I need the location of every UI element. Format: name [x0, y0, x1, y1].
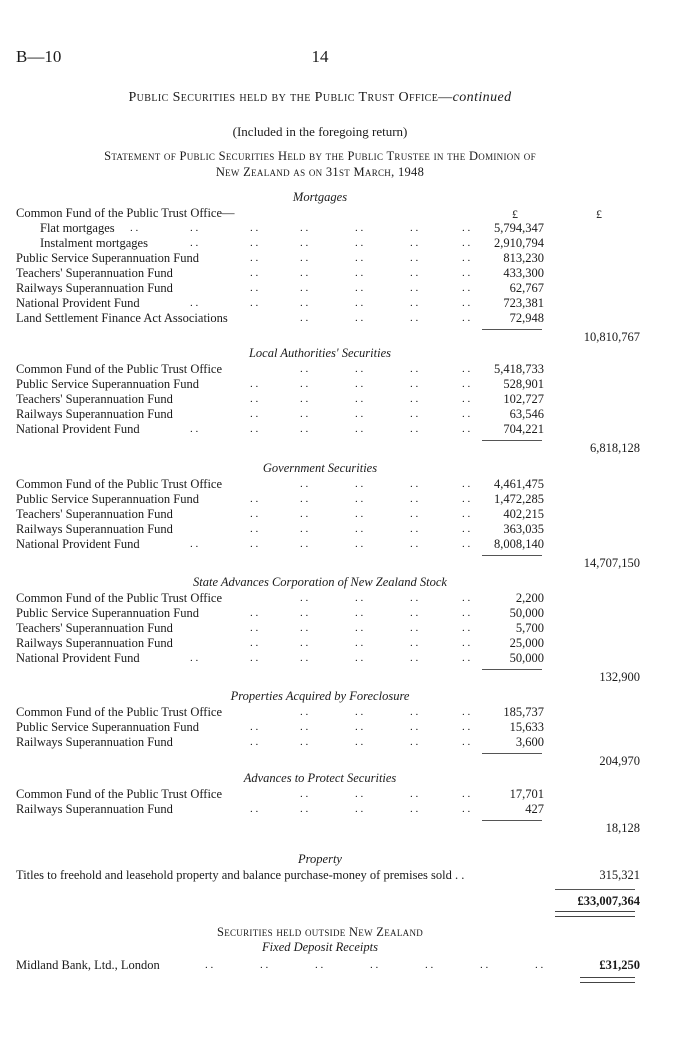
subtitle: (Included in the foregoing return) — [232, 124, 408, 139]
leader-dots: . . — [410, 478, 419, 490]
leader-dots: . . — [300, 478, 309, 490]
row-label: Land Settlement Finance Act Associations — [16, 311, 228, 325]
leader-dots: . . — [250, 393, 259, 405]
leader-dots: . . — [410, 706, 419, 718]
outside-heading: Securities held outside New Zealand — [216, 925, 424, 939]
leader-dots: . . — [250, 267, 259, 279]
leader-dots: . . — [535, 959, 544, 971]
row-label: Common Fund of the Public Trust Office — [16, 362, 223, 376]
table-row — [0, 821, 700, 836]
leader-dots: . . — [300, 607, 309, 619]
leader-dots: . . — [300, 736, 309, 748]
table-row — [0, 251, 700, 266]
leader-dots: . . — [355, 297, 364, 309]
table-row — [0, 281, 700, 296]
leader-dots: . . — [250, 622, 259, 634]
leader-dots: . . — [355, 267, 364, 279]
leader-dots: . . — [355, 312, 364, 324]
section-heading: Local Authorities' Securities — [248, 346, 392, 360]
leader-dots: . . — [315, 959, 324, 971]
table-row — [0, 522, 700, 537]
leader-dots: . . — [462, 538, 471, 550]
table-row — [0, 422, 700, 437]
leader-dots: . . — [425, 959, 434, 971]
table-row — [0, 621, 700, 636]
row-amount: 528,901 — [503, 377, 544, 391]
row-label: Instalment mortgages — [40, 236, 148, 250]
leader-dots: . . — [355, 592, 364, 604]
leader-dots: . . — [462, 282, 471, 294]
row-label: Common Fund of the Public Trust Office — [16, 477, 223, 491]
row-label: Flat mortgages — [40, 221, 115, 235]
leader-dots: . . — [300, 637, 309, 649]
row-amount: 363,035 — [503, 522, 544, 536]
table-row — [0, 802, 700, 817]
table-row — [0, 311, 700, 326]
row-label: National Provident Fund — [16, 537, 140, 551]
table-row — [0, 221, 700, 236]
row-amount: 2,200 — [515, 591, 544, 605]
section-heading: Properties Acquired by Foreclosure — [230, 689, 410, 703]
section-heading: Mortgages — [292, 190, 348, 204]
leader-dots: . . — [462, 736, 471, 748]
leader-dots: . . — [462, 706, 471, 718]
leader-dots: . . — [410, 622, 419, 634]
section-heading: Advances to Protect Securities — [243, 771, 397, 785]
section-heading: Property — [298, 852, 342, 866]
leader-dots: . . — [300, 508, 309, 520]
leader-dots: . . — [410, 523, 419, 535]
leader-dots: . . — [462, 267, 471, 279]
leader-dots: . . — [410, 282, 419, 294]
leader-dots: . . — [355, 222, 364, 234]
grand-total: £33,007,364 — [577, 894, 640, 908]
row-label: Public Service Superannuation Fund — [16, 251, 199, 265]
leader-dots: . . — [355, 508, 364, 520]
row-amount: 102,727 — [503, 392, 544, 406]
leader-dots: . . — [190, 297, 199, 309]
leader-dots: . . — [410, 378, 419, 390]
row-amount: 185,737 — [503, 705, 544, 719]
table-row — [0, 868, 700, 883]
row-amount: 63,546 — [509, 407, 544, 421]
leader-dots: . . — [410, 607, 419, 619]
leader-dots: . . — [300, 393, 309, 405]
row-label: Teachers' Superannuation Fund — [16, 621, 173, 635]
leader-dots: . . — [355, 237, 364, 249]
leader-dots: . . — [250, 282, 259, 294]
row-total: 132,900 — [599, 670, 640, 684]
leader-dots: . . — [462, 592, 471, 604]
table-row — [0, 392, 700, 407]
table-row — [0, 651, 700, 666]
table-row — [0, 636, 700, 651]
leader-dots: . . — [250, 736, 259, 748]
leader-dots: . . — [250, 378, 259, 390]
leader-dots: . . — [410, 652, 419, 664]
row-label: Public Service Superannuation Fund — [16, 492, 199, 506]
leader-dots: . . — [250, 508, 259, 520]
table-row — [0, 507, 700, 522]
row-label: Railways Superannuation Fund — [16, 407, 173, 421]
leader-dots: . . — [130, 222, 139, 234]
grand-total-row — [0, 894, 700, 909]
leader-dots: . . — [260, 959, 269, 971]
leader-dots: . . — [410, 592, 419, 604]
leader-dots: . . — [462, 637, 471, 649]
leader-dots: . . — [300, 297, 309, 309]
row-amount: 5,418,733 — [494, 362, 544, 376]
row-label: National Provident Fund — [16, 422, 140, 436]
table-row — [0, 754, 700, 769]
leader-dots: . . — [355, 523, 364, 535]
row-amount: 5,700 — [515, 621, 544, 635]
row-amount: 62,767 — [509, 281, 544, 295]
leader-dots: . . — [410, 493, 419, 505]
table-row — [0, 556, 700, 571]
table-row — [0, 206, 700, 221]
leader-dots: . . — [300, 237, 309, 249]
title-suffix: continued — [452, 90, 512, 105]
row-amount: 4,461,475 — [494, 477, 544, 491]
row-amount: 427 — [525, 802, 544, 816]
leader-dots: . . — [355, 538, 364, 550]
page-number: 14 — [311, 47, 329, 66]
leader-dots: . . — [462, 523, 471, 535]
leader-dots: . . — [462, 222, 471, 234]
currency-symbol-amount: £ — [512, 207, 518, 221]
leader-dots: . . — [250, 297, 259, 309]
leader-dots: . . — [300, 652, 309, 664]
table-row — [0, 441, 700, 456]
row-amount: 433,300 — [503, 266, 544, 280]
row-label: Railways Superannuation Fund — [16, 522, 173, 536]
leader-dots: . . — [410, 538, 419, 550]
leader-dots: . . — [462, 423, 471, 435]
leader-dots: . . — [462, 803, 471, 815]
leader-dots: . . — [462, 237, 471, 249]
leader-dots: . . — [250, 252, 259, 264]
table-row — [0, 407, 700, 422]
leader-dots: . . — [410, 312, 419, 324]
leader-dots: . . — [250, 652, 259, 664]
row-total: 315,321 — [599, 868, 640, 882]
leader-dots: . . — [250, 222, 259, 234]
row-label: Common Fund of the Public Trust Office— — [16, 206, 235, 220]
table-row — [0, 266, 700, 281]
row-amount: 72,948 — [509, 311, 544, 325]
leader-dots: . . — [190, 222, 199, 234]
row-label: National Provident Fund — [16, 651, 140, 665]
leader-dots: . . — [355, 478, 364, 490]
leader-dots: . . — [300, 312, 309, 324]
row-label: Common Fund of the Public Trust Office — [16, 705, 223, 719]
row-amount: 1,472,285 — [494, 492, 544, 506]
section-heading: State Advances Corporation of New Zealand Stock — [193, 575, 447, 589]
row-amount: 704,221 — [503, 422, 544, 436]
row-label: Midland Bank, Ltd., London — [16, 958, 160, 972]
total-rule — [555, 889, 635, 890]
leader-dots: . . — [355, 393, 364, 405]
leader-dots: . . — [355, 788, 364, 800]
leader-dots: . . — [300, 267, 309, 279]
leader-dots: . . — [355, 706, 364, 718]
table-row — [0, 720, 700, 735]
leader-dots: . . — [250, 803, 259, 815]
leader-dots: . . — [300, 788, 309, 800]
table-row — [0, 236, 700, 251]
table-row — [0, 377, 700, 392]
leader-dots: . . — [355, 622, 364, 634]
row-label: Public Service Superannuation Fund — [16, 377, 199, 391]
leader-dots: . . — [410, 237, 419, 249]
row-label: Teachers' Superannuation Fund — [16, 266, 173, 280]
leader-dots: . . — [462, 622, 471, 634]
row-label: Teachers' Superannuation Fund — [16, 392, 173, 406]
statement-line-1: Statement of Public Securities Held by the Public Trustee in the Dominion of — [104, 149, 536, 163]
leader-dots: . . — [462, 652, 471, 664]
row-amount: 3,600 — [515, 735, 544, 749]
row-label: Teachers' Superannuation Fund — [16, 507, 173, 521]
row-amount: 25,000 — [509, 636, 544, 650]
leader-dots: . . — [410, 393, 419, 405]
row-amount: 5,794,347 — [494, 221, 544, 235]
row-label: Common Fund of the Public Trust Office — [16, 787, 223, 801]
leader-dots: . . — [355, 378, 364, 390]
leader-dots: . . — [300, 622, 309, 634]
row-total: 18,128 — [605, 821, 640, 835]
table-row — [0, 591, 700, 606]
table-row — [0, 735, 700, 750]
leader-dots: . . — [355, 652, 364, 664]
leader-dots: . . — [355, 282, 364, 294]
row-label: National Provident Fund — [16, 296, 140, 310]
leader-dots: . . — [410, 252, 419, 264]
leader-dots: . . — [462, 788, 471, 800]
currency-symbol-total: £ — [596, 207, 602, 221]
leader-dots: . . — [410, 803, 419, 815]
leader-dots: . . — [300, 222, 309, 234]
leader-dots: . . — [190, 538, 199, 550]
leader-dots: . . — [250, 408, 259, 420]
leader-dots: . . — [462, 297, 471, 309]
table-row — [0, 958, 700, 973]
leader-dots: . . — [300, 282, 309, 294]
leader-dots: . . — [250, 237, 259, 249]
leader-dots: . . — [190, 423, 199, 435]
leader-dots: . . — [462, 478, 471, 490]
leader-dots: . . — [300, 408, 309, 420]
leader-dots: . . — [462, 493, 471, 505]
leader-dots: . . — [462, 408, 471, 420]
leader-dots: . . — [462, 378, 471, 390]
table-row — [0, 670, 700, 685]
row-amount: 402,215 — [503, 507, 544, 521]
leader-dots: . . — [355, 721, 364, 733]
leader-dots: . . — [300, 523, 309, 535]
leader-dots: . . — [205, 959, 214, 971]
leader-dots: . . — [462, 252, 471, 264]
leader-dots: . . — [355, 363, 364, 375]
leader-dots: . . — [190, 237, 199, 249]
row-amount: 8,008,140 — [494, 537, 544, 551]
row-label: Public Service Superannuation Fund — [16, 606, 199, 620]
leader-dots: . . — [300, 592, 309, 604]
leader-dots: . . — [300, 423, 309, 435]
row-label: Common Fund of the Public Trust Office — [16, 591, 223, 605]
row-amount: 15,633 — [509, 720, 544, 734]
row-amount: 50,000 — [509, 651, 544, 665]
row-total: 10,810,767 — [583, 330, 640, 344]
leader-dots: . . — [480, 959, 489, 971]
leader-dots: . . — [355, 252, 364, 264]
row-amount: 50,000 — [509, 606, 544, 620]
leader-dots: . . — [462, 363, 471, 375]
leader-dots: . . — [462, 508, 471, 520]
statement-heading — [0, 148, 640, 180]
leader-dots: . . — [355, 637, 364, 649]
leader-dots: . . — [355, 607, 364, 619]
row-label: Railways Superannuation Fund — [16, 802, 173, 816]
leader-dots: . . — [250, 721, 259, 733]
table-row — [0, 537, 700, 552]
leader-dots: . . — [355, 408, 364, 420]
leader-dots: . . — [300, 252, 309, 264]
leader-dots: . . — [410, 721, 419, 733]
table-row — [0, 787, 700, 802]
row-label: Railways Superannuation Fund — [16, 636, 173, 650]
leader-dots: . . — [355, 803, 364, 815]
leader-dots: . . — [462, 721, 471, 733]
row-total: £31,250 — [599, 958, 640, 972]
leader-dots: . . — [410, 267, 419, 279]
leader-dots: . . — [410, 408, 419, 420]
leader-dots: . . — [462, 312, 471, 324]
leader-dots: . . — [300, 721, 309, 733]
double-rule — [555, 911, 635, 917]
leader-dots: . . — [250, 637, 259, 649]
leader-dots: . . — [462, 393, 471, 405]
leader-dots: . . — [410, 637, 419, 649]
row-total: 6,818,128 — [590, 441, 640, 455]
leader-dots: . . — [300, 363, 309, 375]
row-label: Public Service Superannuation Fund — [16, 720, 199, 734]
row-amount: 2,910,794 — [494, 236, 544, 250]
row-total: 14,707,150 — [583, 556, 640, 570]
table-row — [0, 296, 700, 311]
document-code: B—10 — [16, 47, 62, 66]
leader-dots: . . — [250, 423, 259, 435]
table-row — [0, 492, 700, 507]
row-total: 204,970 — [599, 754, 640, 768]
leader-dots: . . — [250, 493, 259, 505]
leader-dots: . . — [190, 652, 199, 664]
table-row — [0, 606, 700, 621]
table-row — [0, 330, 700, 345]
leader-dots: . . — [410, 788, 419, 800]
table-row — [0, 705, 700, 720]
section-heading: Government Securities — [262, 461, 378, 475]
leader-dots: . . — [250, 538, 259, 550]
leader-dots: . . — [250, 523, 259, 535]
leader-dots: . . — [300, 706, 309, 718]
leader-dots: . . — [300, 803, 309, 815]
row-label: Titles to freehold and leasehold property and balance purchase-money of premises sold . . — [16, 868, 465, 882]
leader-dots: . . — [355, 423, 364, 435]
leader-dots: . . — [250, 607, 259, 619]
leader-dots: . . — [410, 508, 419, 520]
leader-dots: . . — [370, 959, 379, 971]
leader-dots: . . — [300, 378, 309, 390]
leader-dots: . . — [410, 423, 419, 435]
row-amount: 17,701 — [509, 787, 544, 801]
leader-dots: . . — [300, 538, 309, 550]
row-label: Railways Superannuation Fund — [16, 281, 173, 295]
leader-dots: . . — [462, 607, 471, 619]
leader-dots: . . — [355, 493, 364, 505]
leader-dots: . . — [300, 493, 309, 505]
table-row — [0, 362, 700, 377]
row-amount: 813,230 — [503, 251, 544, 265]
leader-dots: . . — [410, 297, 419, 309]
row-label: Railways Superannuation Fund — [16, 735, 173, 749]
statement-line-2: New Zealand as on 31st March, 1948 — [215, 165, 425, 179]
double-rule — [580, 977, 635, 983]
leader-dots: . . — [410, 363, 419, 375]
title-main: Public Securities held by the Public Trust Office — [128, 90, 439, 105]
leader-dots: . . — [410, 736, 419, 748]
page-title: Public Securities held by the Public Trust Office—continued — [128, 90, 512, 105]
outside-subheading: Fixed Deposit Receipts — [262, 940, 378, 954]
row-amount: 723,381 — [503, 296, 544, 310]
leader-dots: . . — [410, 222, 419, 234]
leader-dots: . . — [355, 736, 364, 748]
table-row — [0, 477, 700, 492]
